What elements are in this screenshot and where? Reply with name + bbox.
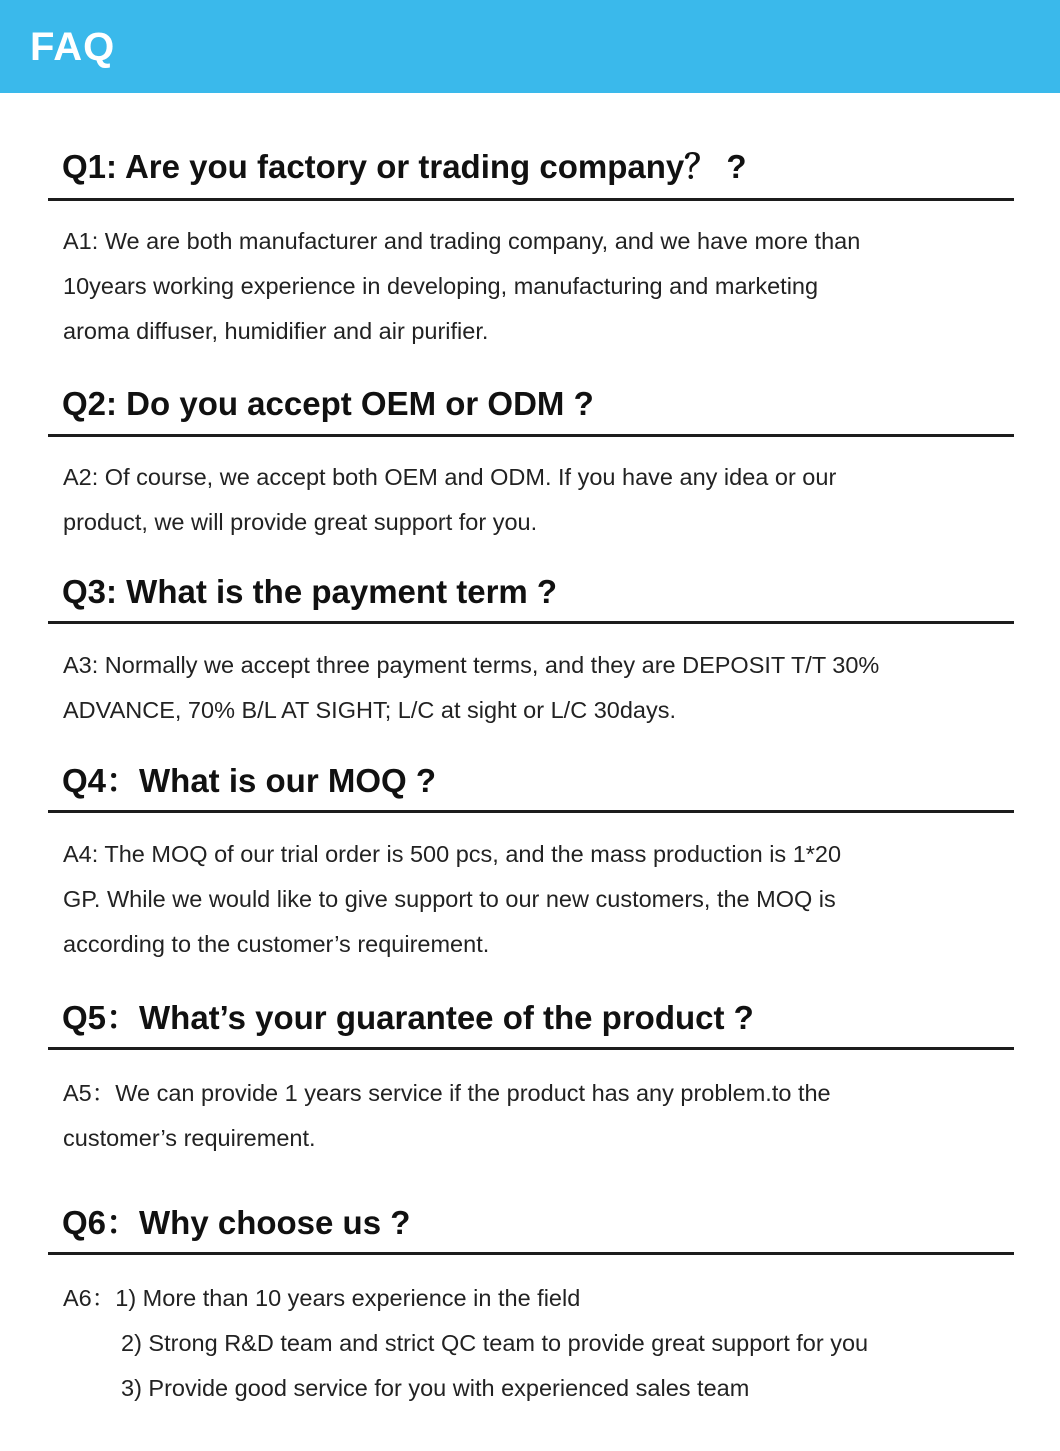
faq-question-6: Q6：Why choose us ? bbox=[62, 1204, 411, 1241]
answer-line: A6：1) More than 10 years experience in the field bbox=[63, 1285, 581, 1311]
faq-question-5: Q5：What’s your guarantee of the product ? bbox=[62, 999, 754, 1036]
answer-line: A4: The MOQ of our trial order is 500 pcs, and the mass production is 1*20 bbox=[63, 841, 842, 867]
faq-question-2: Q2: Do you accept OEM or ODM ? bbox=[62, 385, 594, 422]
faq-question-3: Q3: What is the payment term ? bbox=[62, 573, 558, 610]
answer-line: aroma diffuser, humidifier and air purifier. bbox=[63, 318, 489, 344]
faq-answer-1 bbox=[63, 219, 998, 354]
answer-line: product, we will provide great support for you. bbox=[63, 509, 538, 535]
divider-3 bbox=[48, 621, 1014, 624]
faq-question-1: Q1: Are you factory or trading company？ ? bbox=[62, 148, 747, 185]
divider-5 bbox=[48, 1047, 1014, 1050]
answer-line: ADVANCE, 70% B/L AT SIGHT; L/C at sight or L/C 30days. bbox=[63, 697, 676, 723]
answer-line: 3) Provide good service for you with experienced sales team bbox=[121, 1375, 750, 1401]
answer-line: according to the customer’s requirement. bbox=[63, 931, 490, 957]
faq-answer-6 bbox=[63, 1276, 998, 1411]
divider-2 bbox=[48, 434, 1014, 437]
divider-6 bbox=[48, 1252, 1014, 1255]
answer-line: A3: Normally we accept three payment terms, and they are DEPOSIT T/T 30% bbox=[63, 652, 880, 678]
answer-line: A5：We can provide 1 years service if the product has any problem.to the bbox=[63, 1080, 831, 1106]
header-banner bbox=[0, 0, 1060, 93]
faq-question-4: Q4：What is our MOQ ? bbox=[62, 762, 437, 799]
answer-line: 2) Strong R&D team and strict QC team to provide great support for you bbox=[121, 1330, 869, 1356]
faq-answer-2 bbox=[63, 455, 998, 545]
answer-line: A2: Of course, we accept both OEM and ODM. If you have any idea or our bbox=[63, 464, 837, 490]
divider-4 bbox=[48, 810, 1014, 813]
answer-line: GP. While we would like to give support to our new customers, the MOQ is bbox=[63, 886, 836, 912]
page-title: FAQ bbox=[30, 25, 116, 69]
answer-line: A1: We are both manufacturer and trading company, and we have more than bbox=[63, 228, 861, 254]
divider-1 bbox=[48, 198, 1014, 201]
faq-answer-3 bbox=[63, 643, 998, 733]
answer-line: 10years working experience in developing, manufacturing and marketing bbox=[63, 273, 819, 299]
answer-line: customer’s requirement. bbox=[63, 1125, 316, 1151]
faq-answer-5 bbox=[63, 1071, 998, 1161]
faq-answer-4 bbox=[63, 832, 998, 967]
